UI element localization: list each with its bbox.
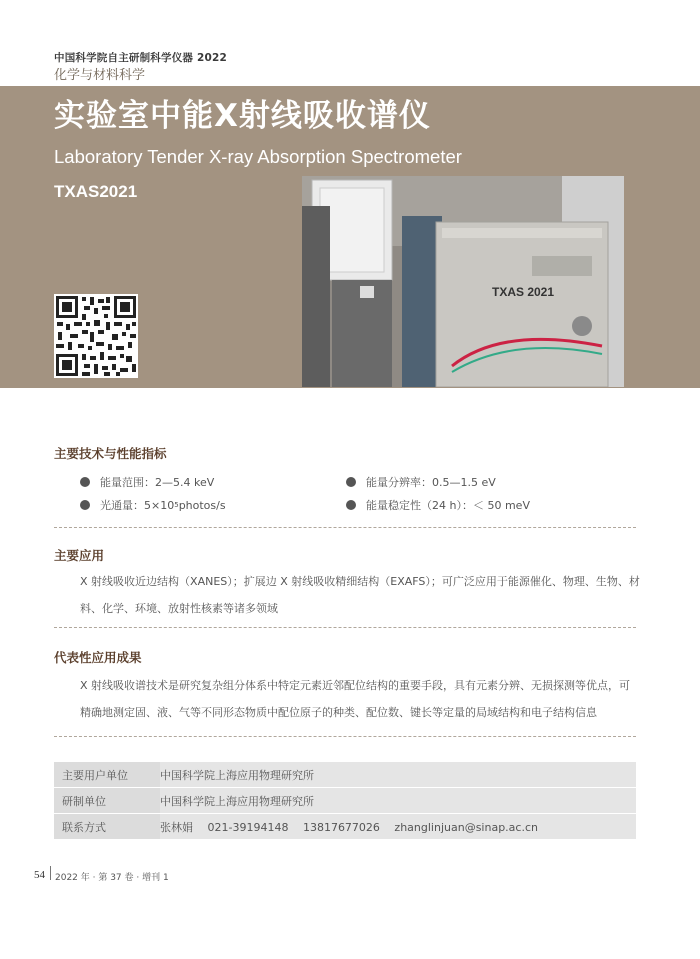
info-value: 中国科学院上海应用物理研究所 — [160, 762, 636, 788]
info-key: 主要用户单位 — [54, 762, 160, 788]
info-value: 中国科学院上海应用物理研究所 — [160, 788, 636, 814]
model-name: TXAS2021 — [54, 182, 138, 201]
table-row — [54, 788, 636, 814]
applications-heading: 主要应用 — [54, 548, 105, 563]
spec-energy-stability: 能量稳定性（24 h）： ＜ 50 meV — [346, 497, 530, 513]
results-heading: 代表性应用成果 — [54, 650, 142, 665]
page-title-english: Laboratory Tender X-ray Absorption Spectrometer — [54, 146, 462, 167]
page-number: 54 — [34, 869, 45, 881]
divider — [54, 527, 636, 528]
table-row — [54, 762, 636, 788]
info-key: 联系方式 — [54, 814, 160, 840]
instrument-photo — [302, 176, 624, 387]
spec-energy-resolution: 能量分辨率： 0.5—1.5 eV — [346, 474, 496, 490]
bullet-icon — [346, 500, 356, 510]
divider — [54, 627, 636, 628]
divider — [54, 736, 636, 737]
info-table — [54, 762, 636, 840]
results-text: X 射线吸收谱技术是研究复杂组分体系中特定元素近邻配位结构的重要手段，具有元素分辨、无损探测等优点，可精确地测定固、液、气等不同形态物质中配位原子的种类、配位数、键长等定量的局域结构和电子结构信息 — [80, 679, 631, 719]
bullet-icon — [80, 477, 90, 487]
info-key: 研制单位 — [54, 788, 160, 814]
footer-divider — [50, 866, 51, 880]
page-title: 实验室中能X射线吸收谱仪 — [54, 98, 431, 134]
info-value: 张林娟 021-39194148 13817677026 zhanglinjuan@sinap.ac.cn — [160, 814, 636, 840]
issue-info: 2022 年 · 第 37 卷 · 增刊 1 — [55, 873, 169, 883]
device-label: TXAS 2021 — [492, 285, 555, 299]
bullet-icon — [346, 477, 356, 487]
spec-energy-range: 能量范围： 2—5.4 keV — [80, 474, 214, 490]
series-title: 中国科学院自主研制科学仪器 2022 — [54, 52, 227, 64]
table-row — [54, 814, 636, 840]
specs-heading: 主要技术与性能指标 — [54, 446, 167, 461]
spec-photon-flux: 光通量： 5×10 5 photos/s — [80, 497, 226, 513]
qr-code — [54, 294, 138, 378]
applications-text: X 射线吸收近边结构（XANES）；扩展边 X 射线吸收精细结构（EXAFS）；可广泛应用于能源催化、物理、生物、材料、化学、环境、放射性核素等诸多领域 — [80, 575, 640, 615]
bullet-icon — [80, 500, 90, 510]
category-label: 化学与材料科学 — [54, 68, 146, 83]
